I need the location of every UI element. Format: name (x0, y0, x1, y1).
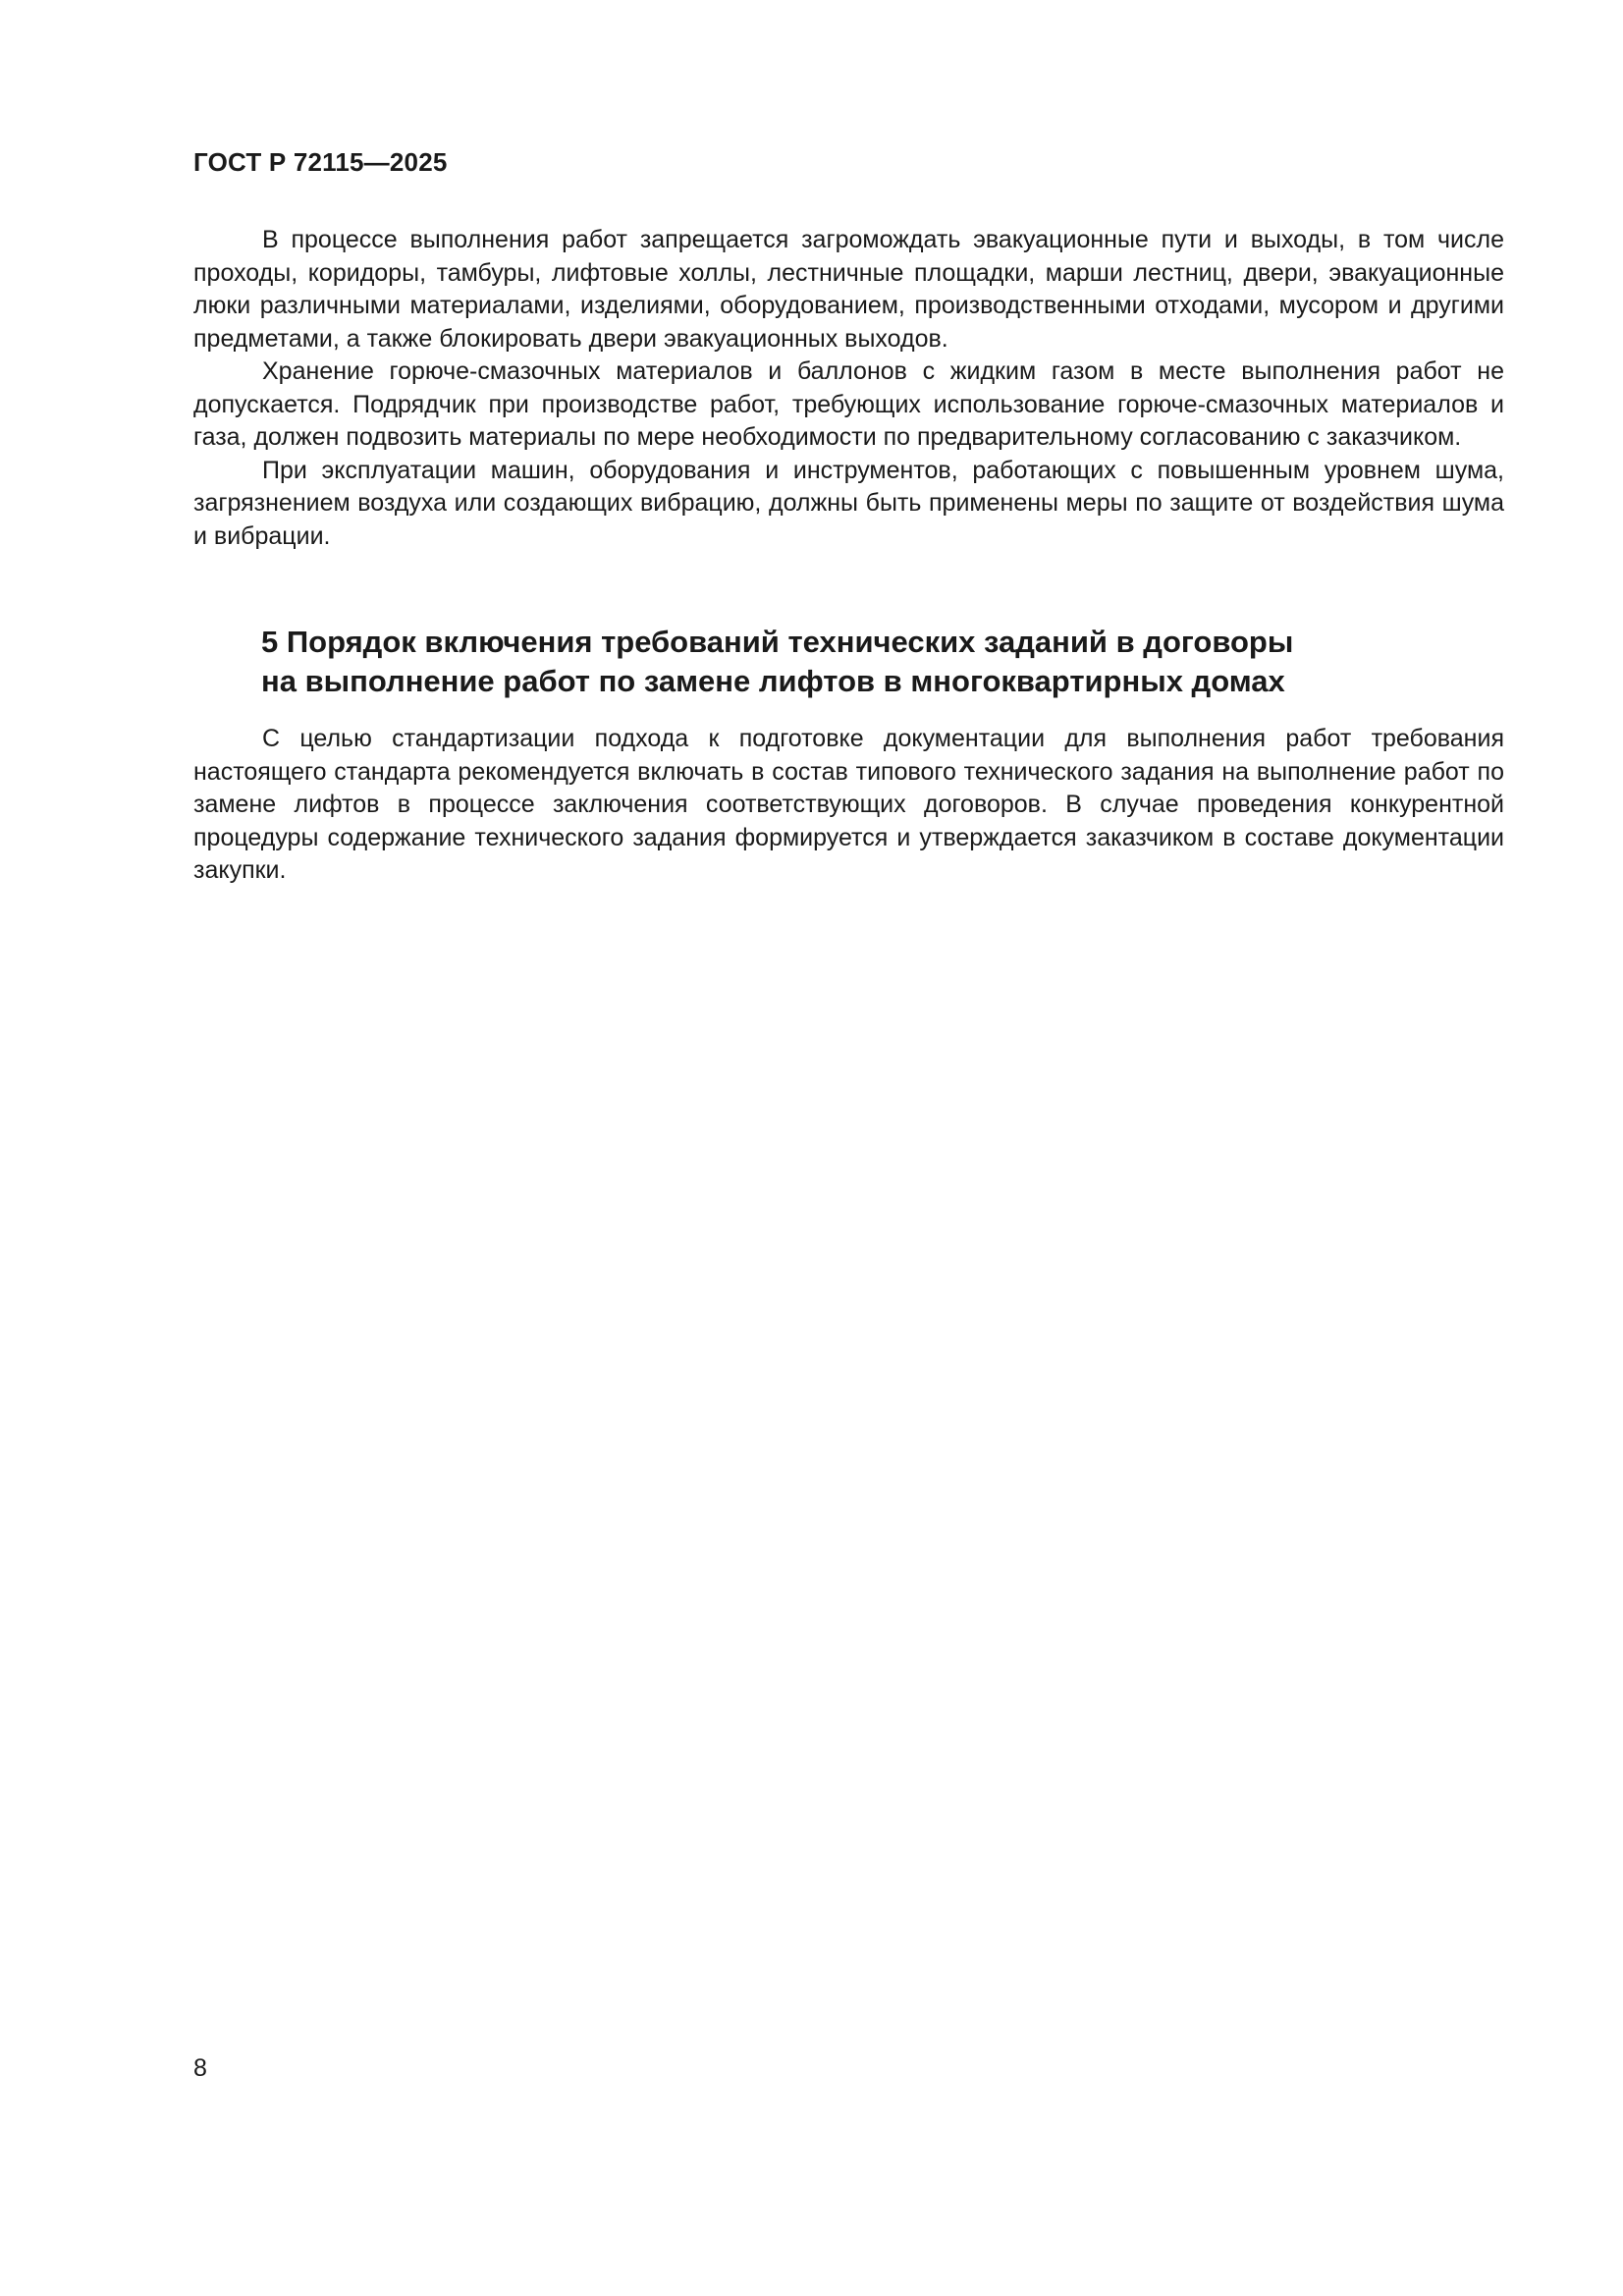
section-heading-line-2: на выполнение работ по замене лифтов в многоквартирных домах (261, 664, 1285, 698)
section-5-heading (261, 623, 1508, 701)
paragraph-standardization: С целью стандартизации подхода к подготовке документации для выполнения работ требования настоящего стандарта рекомендуется включать в состав типового технического задания на выполнение работ по замене лифтов в процессе заключения соответствующих договоров. В случае проведения конкурентной процедуры содержание технического задания формируется и утверждается заказчиком в составе документации закупки. (193, 725, 1504, 884)
page-number: 8 (193, 2054, 207, 2082)
paragraph-noise-vibration: При эксплуатации машин, оборудования и инструментов, работающих с повышенным уровнем шума, загрязнением воздуха или создающих вибрацию, должны быть применены меры по защите от воздействия шума и вибрации. (193, 456, 1504, 550)
document-header-id: ГОСТ Р 72115—2025 (193, 147, 448, 177)
section-heading-line-1: 5 Порядок включения требований технических заданий в договоры (261, 625, 1294, 659)
paragraph-evacuation-routes: В процессе выполнения работ запрещается загромождать эвакуационные пути и выходы, в том числе проходы, коридоры, тамбуры, лифтовые холлы, лестничные площадки, марши лестниц, двери, эвакуационные люки различными материалами, изделиями, оборудованием, производственными отходами, мусором и другими предметами, а также блокировать двери эвакуационных выходов. (193, 226, 1504, 353)
body-text-block (193, 224, 1504, 553)
paragraph-fuel-storage: Хранение горюче-смазочных материалов и баллонов с жидким газом в месте выполнения работ не допускается. Подрядчик при производстве работ, требующих использование горюче-смазочных материалов и газа, должен подвозить материалы по мере необходимости по предварительному согласованию с заказчиком. (193, 357, 1504, 451)
section-5-body (193, 723, 1504, 888)
